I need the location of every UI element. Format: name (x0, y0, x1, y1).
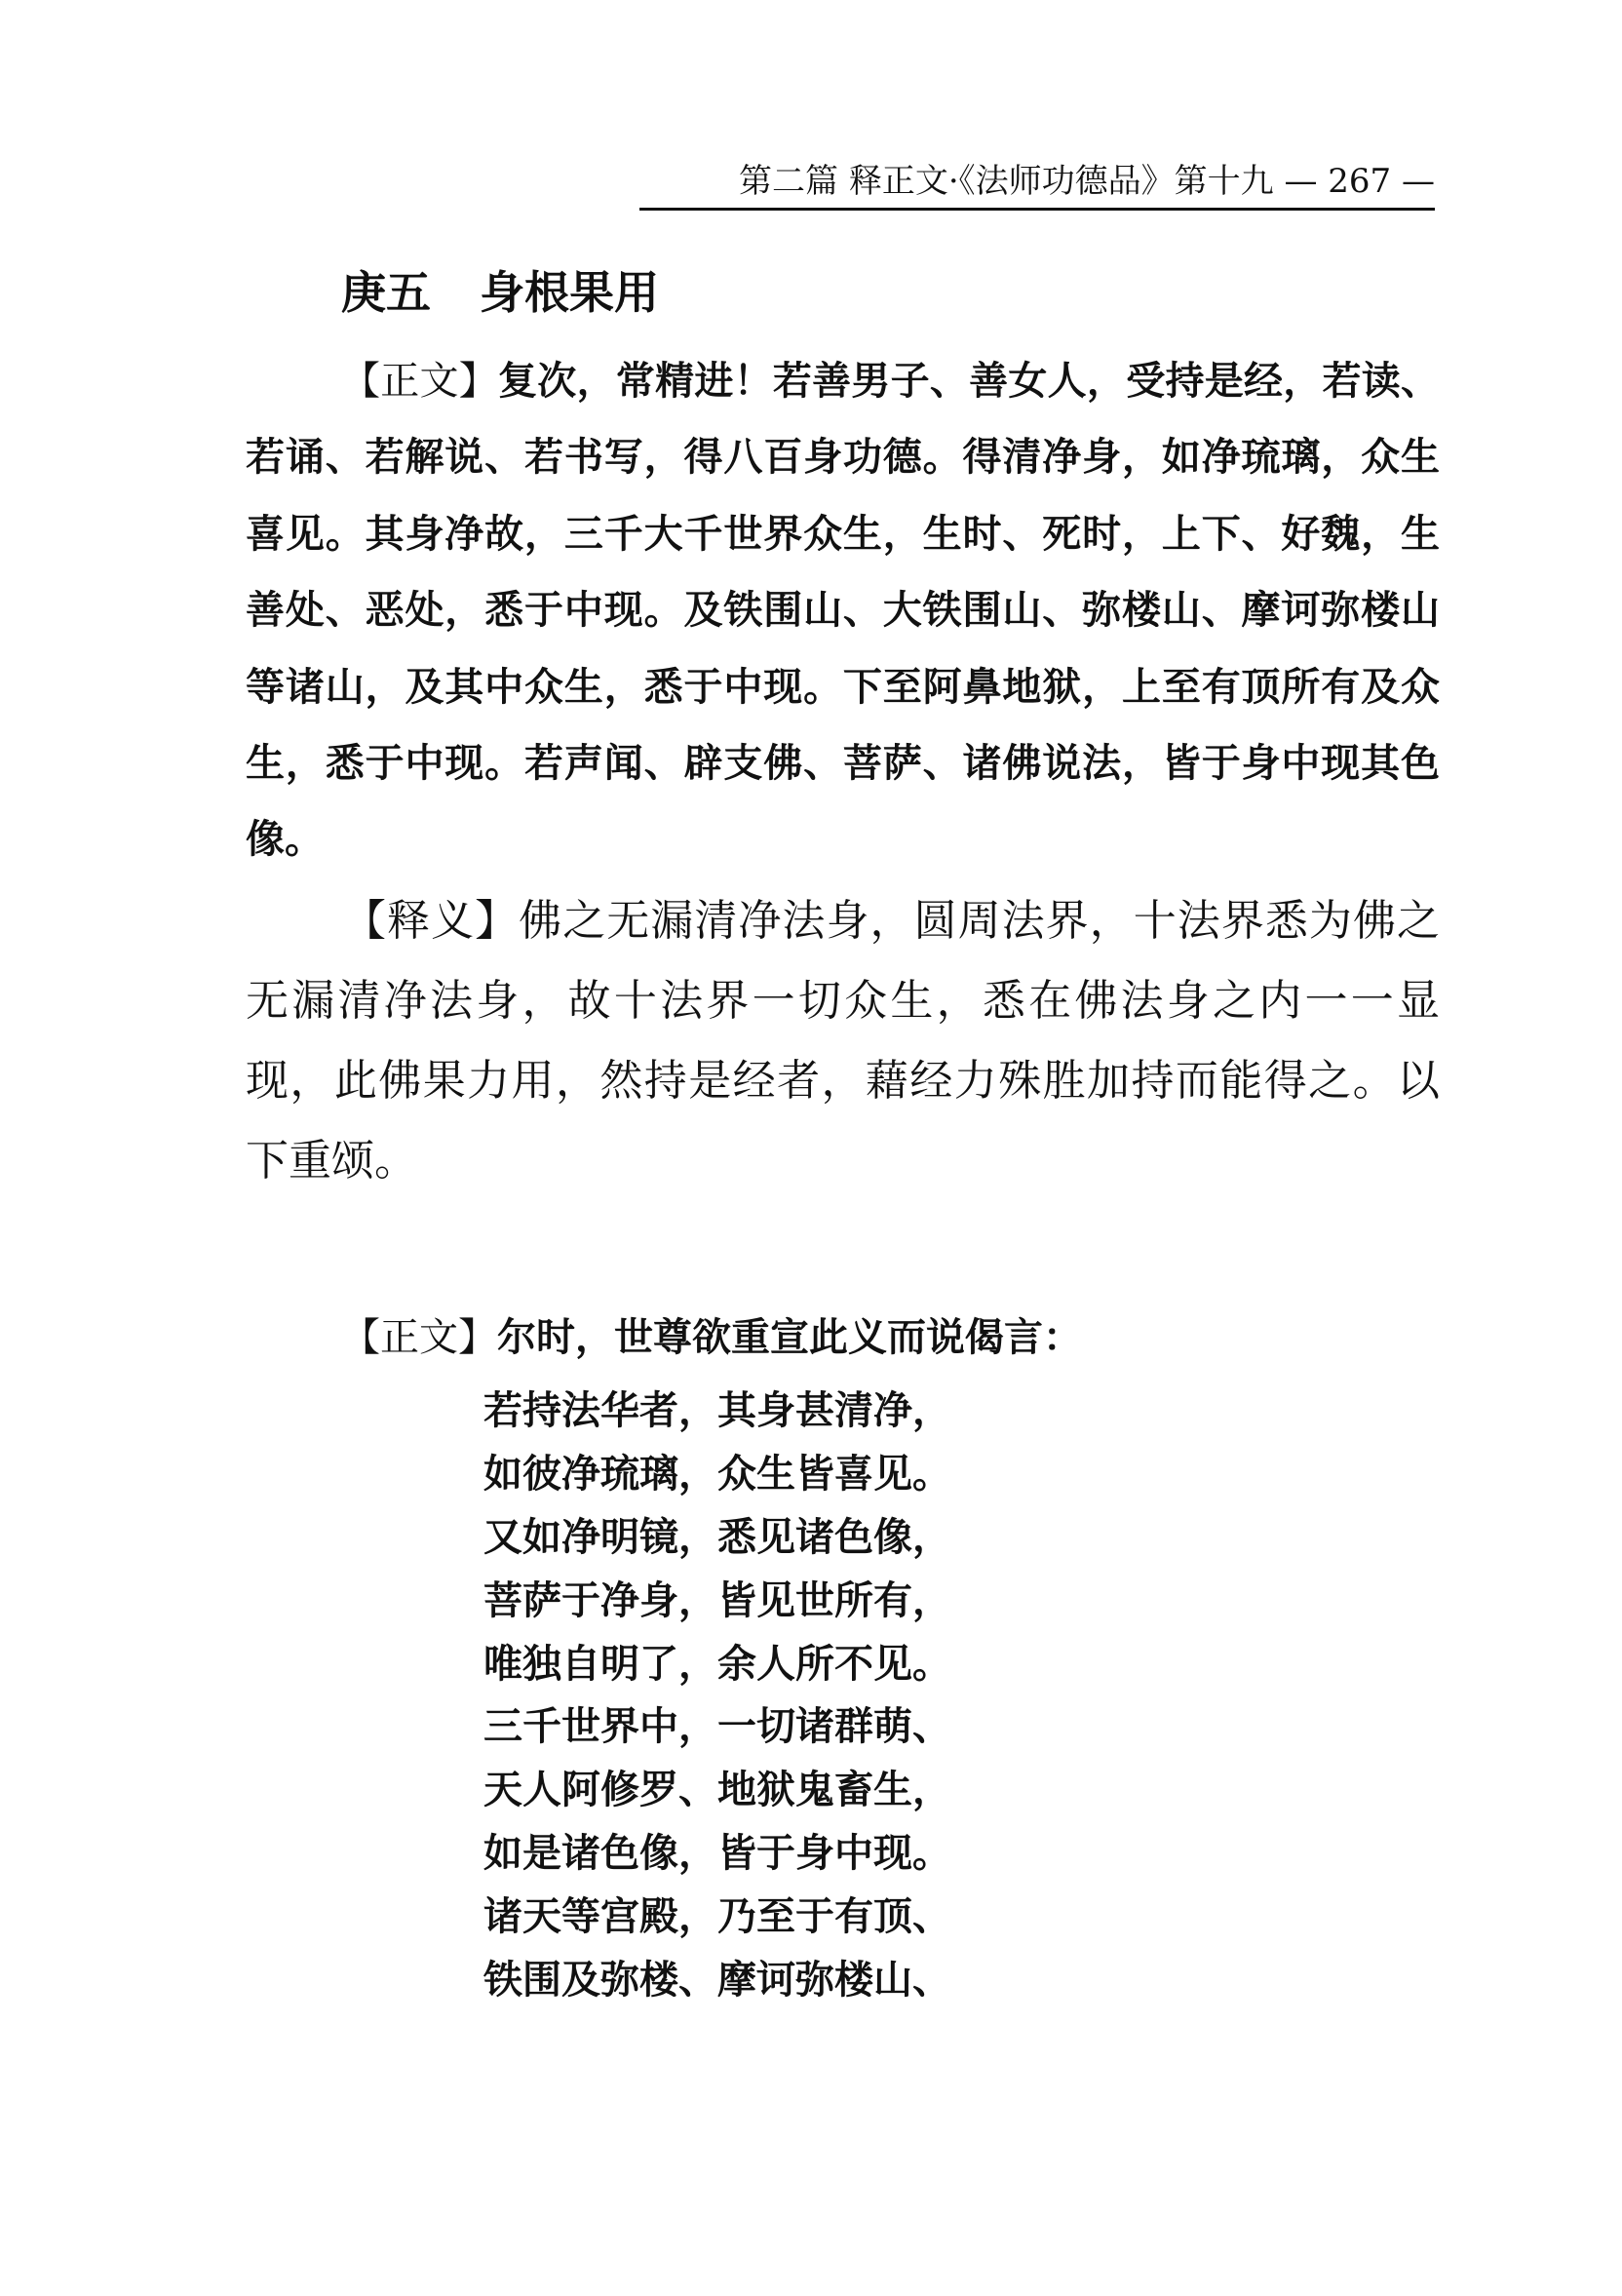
section-heading (341, 261, 659, 324)
verse-line: 唯独自明了，余人所不见。 (483, 1641, 951, 1687)
section-number: 庚五 (341, 266, 431, 319)
page-number-dash-left: — (1284, 162, 1329, 201)
zhengwen-paragraph (246, 343, 1440, 878)
verse-block (483, 1380, 951, 2012)
running-title: 第二篇 释正文·《法师功德品》第十九 (739, 162, 1274, 201)
page-number: 267 (1328, 162, 1392, 201)
shiyi-text: 佛之无漏清净法身，圆周法界，十法界悉为佛之无漏清净法身，故十法界一切众生，悉在佛法身之内一一显现，此佛果力用，然持是经者，藉经力殊胜加持而能得之。以下重颂。 (246, 896, 1441, 1186)
shiyi-tag: 【释义】 (343, 896, 520, 946)
verse-intro (341, 1308, 1082, 1367)
verse-line: 天人阿修罗、地狱鬼畜生， (483, 1768, 951, 1813)
verse-intro-text: 尔时，世尊欲重宣此义而说偈言： (497, 1315, 1082, 1360)
verse-line: 又如净明镜，悉见诸色像， (483, 1514, 951, 1560)
verse-line: 如是诸色像，皆于身中现。 (483, 1831, 951, 1877)
section-title: 身根果用 (480, 266, 659, 319)
running-header (639, 156, 1435, 207)
verse-line: 如彼净琉璃，众生皆喜见。 (483, 1451, 951, 1497)
verse-line: 铁围及弥楼、摩诃弥楼山、 (483, 1958, 951, 2004)
verse-line: 诸天等宫殿，乃至于有顶、 (483, 1894, 951, 1940)
zhengwen-tag: 【正文】 (341, 359, 499, 404)
verse-line: 三千世界中，一切诸群萌、 (483, 1704, 951, 1750)
verse-zhengwen-tag: 【正文】 (341, 1315, 497, 1360)
header-rule (639, 208, 1435, 211)
verse-line: 菩萨于净身，皆见世所有， (483, 1577, 951, 1623)
page-number-dash-right: — (1402, 162, 1435, 201)
zhengwen-text: 复次，常精进！若善男子、善女人，受持是经，若读、若诵、若解说、若书写，得八百身功德。得清净身，如净琉璃，众生喜见。其身净故，三千大千世界众生，生时、死时，上下、好魏，生善处、恶处，悉于中现。及铁围山、大铁围山、弥楼山、摩诃弥楼山等诸山，及其中众生，悉于中现。下至阿鼻地狱，上至有顶所有及众生，悉于中现。若声闻、辟支佛、菩萨、诸佛说法，皆于身中现其色像。 (246, 359, 1441, 863)
shiyi-paragraph (246, 881, 1440, 1201)
verse-line: 若持法华者，其身甚清净， (483, 1388, 951, 1433)
